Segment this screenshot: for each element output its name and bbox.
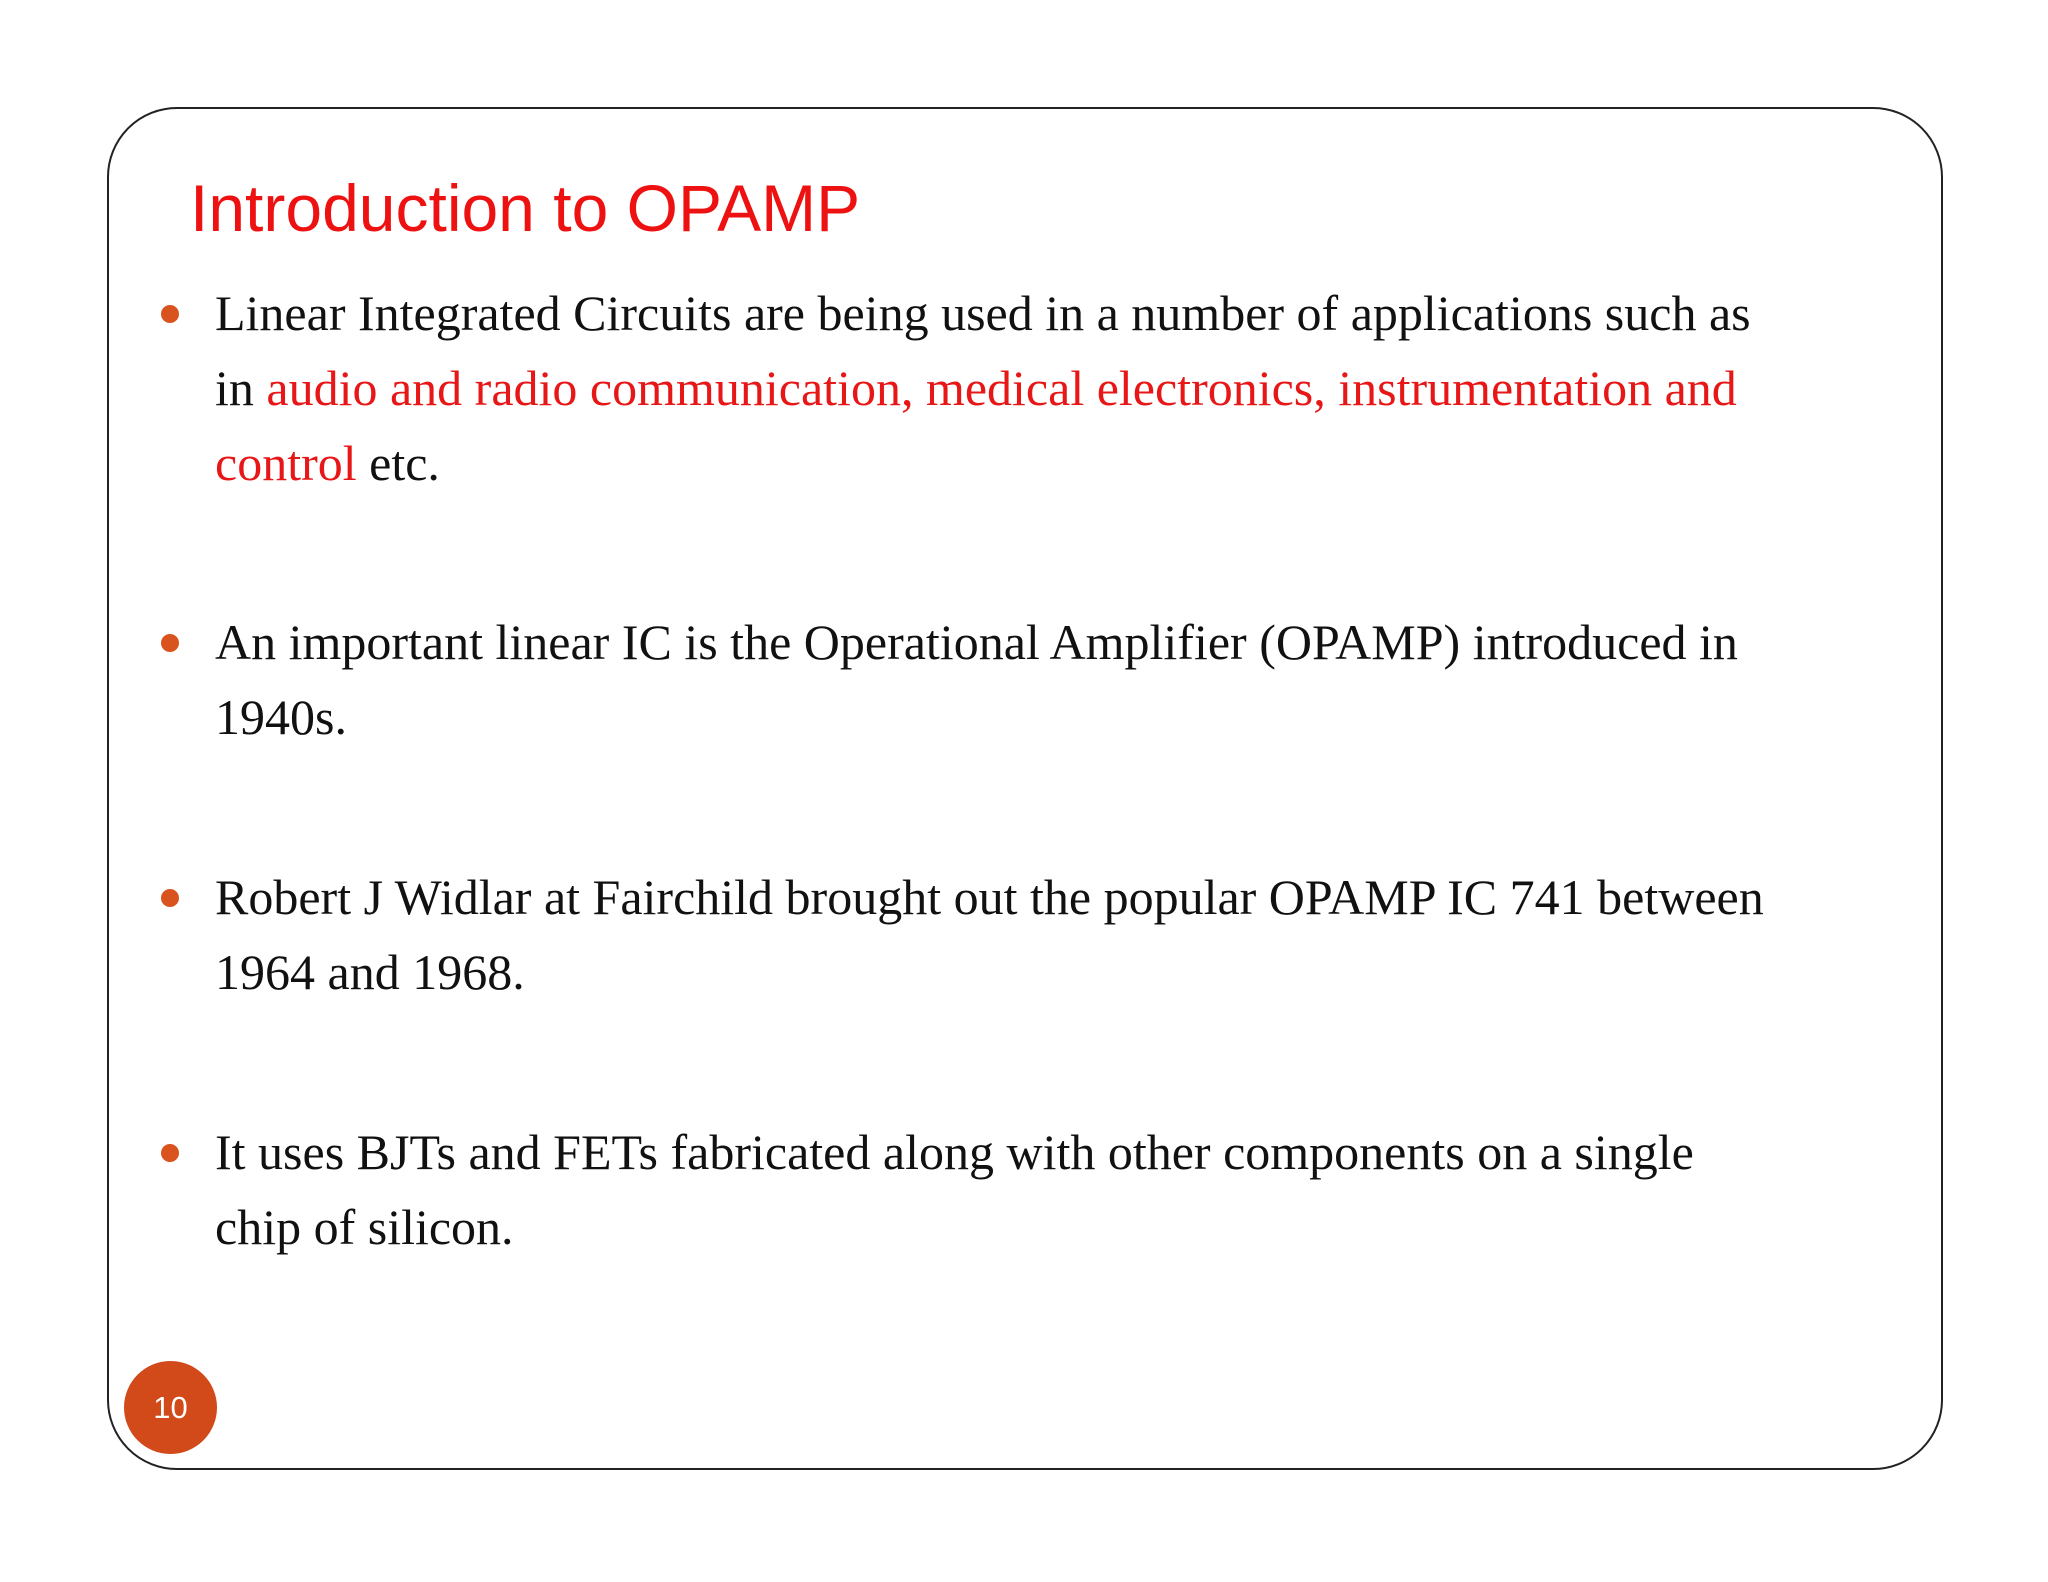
bullet-item-widlar: [215, 860, 1775, 1010]
bullet-dot-icon: [161, 305, 179, 323]
bullet-dot-icon: [161, 1144, 179, 1162]
bullet-item-opamp-intro: [215, 605, 1775, 755]
page-number-badge: 10: [124, 1361, 217, 1454]
bullet-text: An important linear IC is the Operational Amplifier (OPAMP) introduced in 1940s.: [215, 614, 1738, 745]
bullet-dot-icon: [161, 889, 179, 907]
slide-title: Introduction to OPAMP: [190, 171, 861, 245]
bullet-text: Robert J Widlar at Fairchild brought out the popular OPAMP IC 741 between 1964 and 1968.: [215, 869, 1764, 1000]
bullet-text-lead: Linear Integrated Circuits are being used in a number of applications such as in: [215, 285, 1751, 416]
bullet-item-applications: [215, 276, 1775, 501]
bullet-text: It uses BJTs and FETs fabricated along with other components on a single chip of silicon.: [215, 1124, 1694, 1255]
bullet-text-highlight: audio and radio communication, medical electronics, instrumentation and control: [215, 360, 1737, 491]
bullet-dot-icon: [161, 634, 179, 652]
bullet-text-tail: etc.: [356, 435, 440, 491]
bullet-item-bjt-fet: [215, 1115, 1775, 1265]
